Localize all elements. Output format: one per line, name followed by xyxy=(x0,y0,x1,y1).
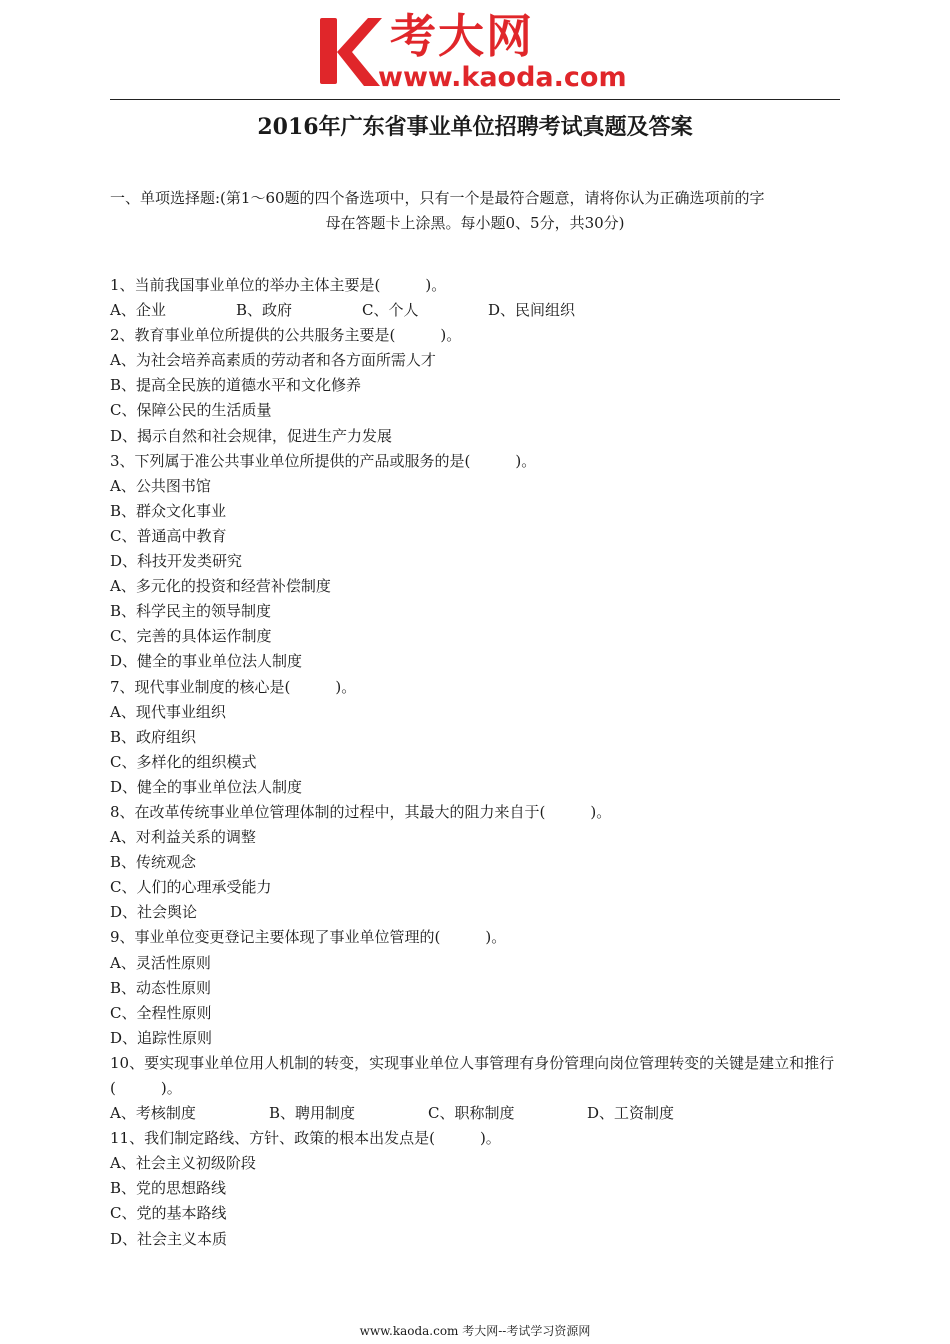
option: D、社会主义本质 xyxy=(110,1229,228,1248)
instruction-line-2: 母在答题卡上涂黑。每小题0、5分，共30分) xyxy=(325,214,625,232)
option: C、普通高中教育 xyxy=(110,526,227,545)
option: C、保障公民的生活质量 xyxy=(110,401,272,420)
option: A、考核制度 xyxy=(110,1104,196,1123)
option: B、传统观念 xyxy=(110,853,197,872)
option: A、灵活性原则 xyxy=(110,953,211,972)
option: B、政府组织 xyxy=(110,727,197,746)
question-stem: 1、当前我国事业单位的举办主体主要是( )。 xyxy=(110,276,447,294)
option: B、聘用制度 xyxy=(269,1104,356,1123)
option: B、动态性原则 xyxy=(110,978,212,997)
question-stem: 11、我们制定路线、方针、政策的根本出发点是( )。 xyxy=(110,1129,501,1148)
question-stem: 10、要实现事业单位用人机制的转变，实现事业单位人事管理有身份管理向岗位管理转变的关键是建立和推行( )。 xyxy=(110,1053,835,1097)
option: D、民间组织 xyxy=(488,301,576,320)
option: C、个人 xyxy=(362,301,419,320)
logo-url: www.kaoda.com xyxy=(378,62,627,93)
section-instruction xyxy=(110,186,840,236)
option: B、群众文化事业 xyxy=(110,501,227,520)
page-title: 2016年广东省事业单位招聘考试真题及答案 xyxy=(257,114,693,140)
option: D、揭示自然和社会规律，促进生产力发展 xyxy=(110,426,393,445)
k-logo-icon xyxy=(318,12,384,90)
option: C、多样化的组织模式 xyxy=(110,752,257,771)
option: D、健全的事业单位法人制度 xyxy=(110,652,303,671)
inline-options xyxy=(110,1101,840,1126)
option: A、企业 xyxy=(110,301,166,320)
option: A、现代事业组织 xyxy=(110,702,226,721)
page-footer: www.kaoda.com 考大网--考试学习资源网 xyxy=(359,1324,591,1338)
logo-chinese-name: 考大网 xyxy=(390,9,534,63)
option: B、提高全民族的道德水平和文化修养 xyxy=(110,376,362,395)
option: A、社会主义初级阶段 xyxy=(110,1154,256,1173)
option: D、工资制度 xyxy=(587,1104,675,1123)
question-stem: 9、事业单位变更登记主要体现了事业单位管理的( )。 xyxy=(110,928,507,947)
question-stem: 3、下列属于准公共事业单位所提供的产品或服务的是( )。 xyxy=(110,451,537,470)
header-divider xyxy=(110,99,840,100)
question-stem: 2、教育事业单位所提供的公共服务主要是( )。 xyxy=(110,326,462,345)
option: B、科学民主的领导制度 xyxy=(110,602,272,621)
inline-options xyxy=(110,298,840,323)
option: A、公共图书馆 xyxy=(110,476,211,495)
option: D、健全的事业单位法人制度 xyxy=(110,777,303,796)
option: C、党的基本路线 xyxy=(110,1204,227,1223)
option: A、多元化的投资和经营补偿制度 xyxy=(110,577,331,596)
option: A、为社会培养高素质的劳动者和各方面所需人才 xyxy=(110,351,436,370)
question-stem: 8、在改革传统事业单位管理体制的过程中，其最大的阻力来自于( )。 xyxy=(110,802,612,821)
option: C、全程性原则 xyxy=(110,1003,212,1022)
option: D、追踪性原则 xyxy=(110,1028,213,1047)
option: B、政府 xyxy=(236,301,293,320)
kaoda-logo xyxy=(318,8,638,94)
option: D、科技开发类研究 xyxy=(110,552,243,571)
option: C、职称制度 xyxy=(428,1104,515,1123)
option: A、对利益关系的调整 xyxy=(110,828,256,847)
option: D、社会舆论 xyxy=(110,903,198,922)
option: C、完善的具体运作制度 xyxy=(110,627,272,646)
question-stem: 7、现代事业制度的核心是( )。 xyxy=(110,677,357,696)
instruction-line-1: 一、单项选择题:(第1～60题的四个备选项中，只有一个是最符合题意，请将你认为正确选项前的字 xyxy=(110,189,765,207)
option: C、人们的心理承受能力 xyxy=(110,878,272,897)
option: B、党的思想路线 xyxy=(110,1179,227,1198)
question-list xyxy=(110,273,840,1252)
